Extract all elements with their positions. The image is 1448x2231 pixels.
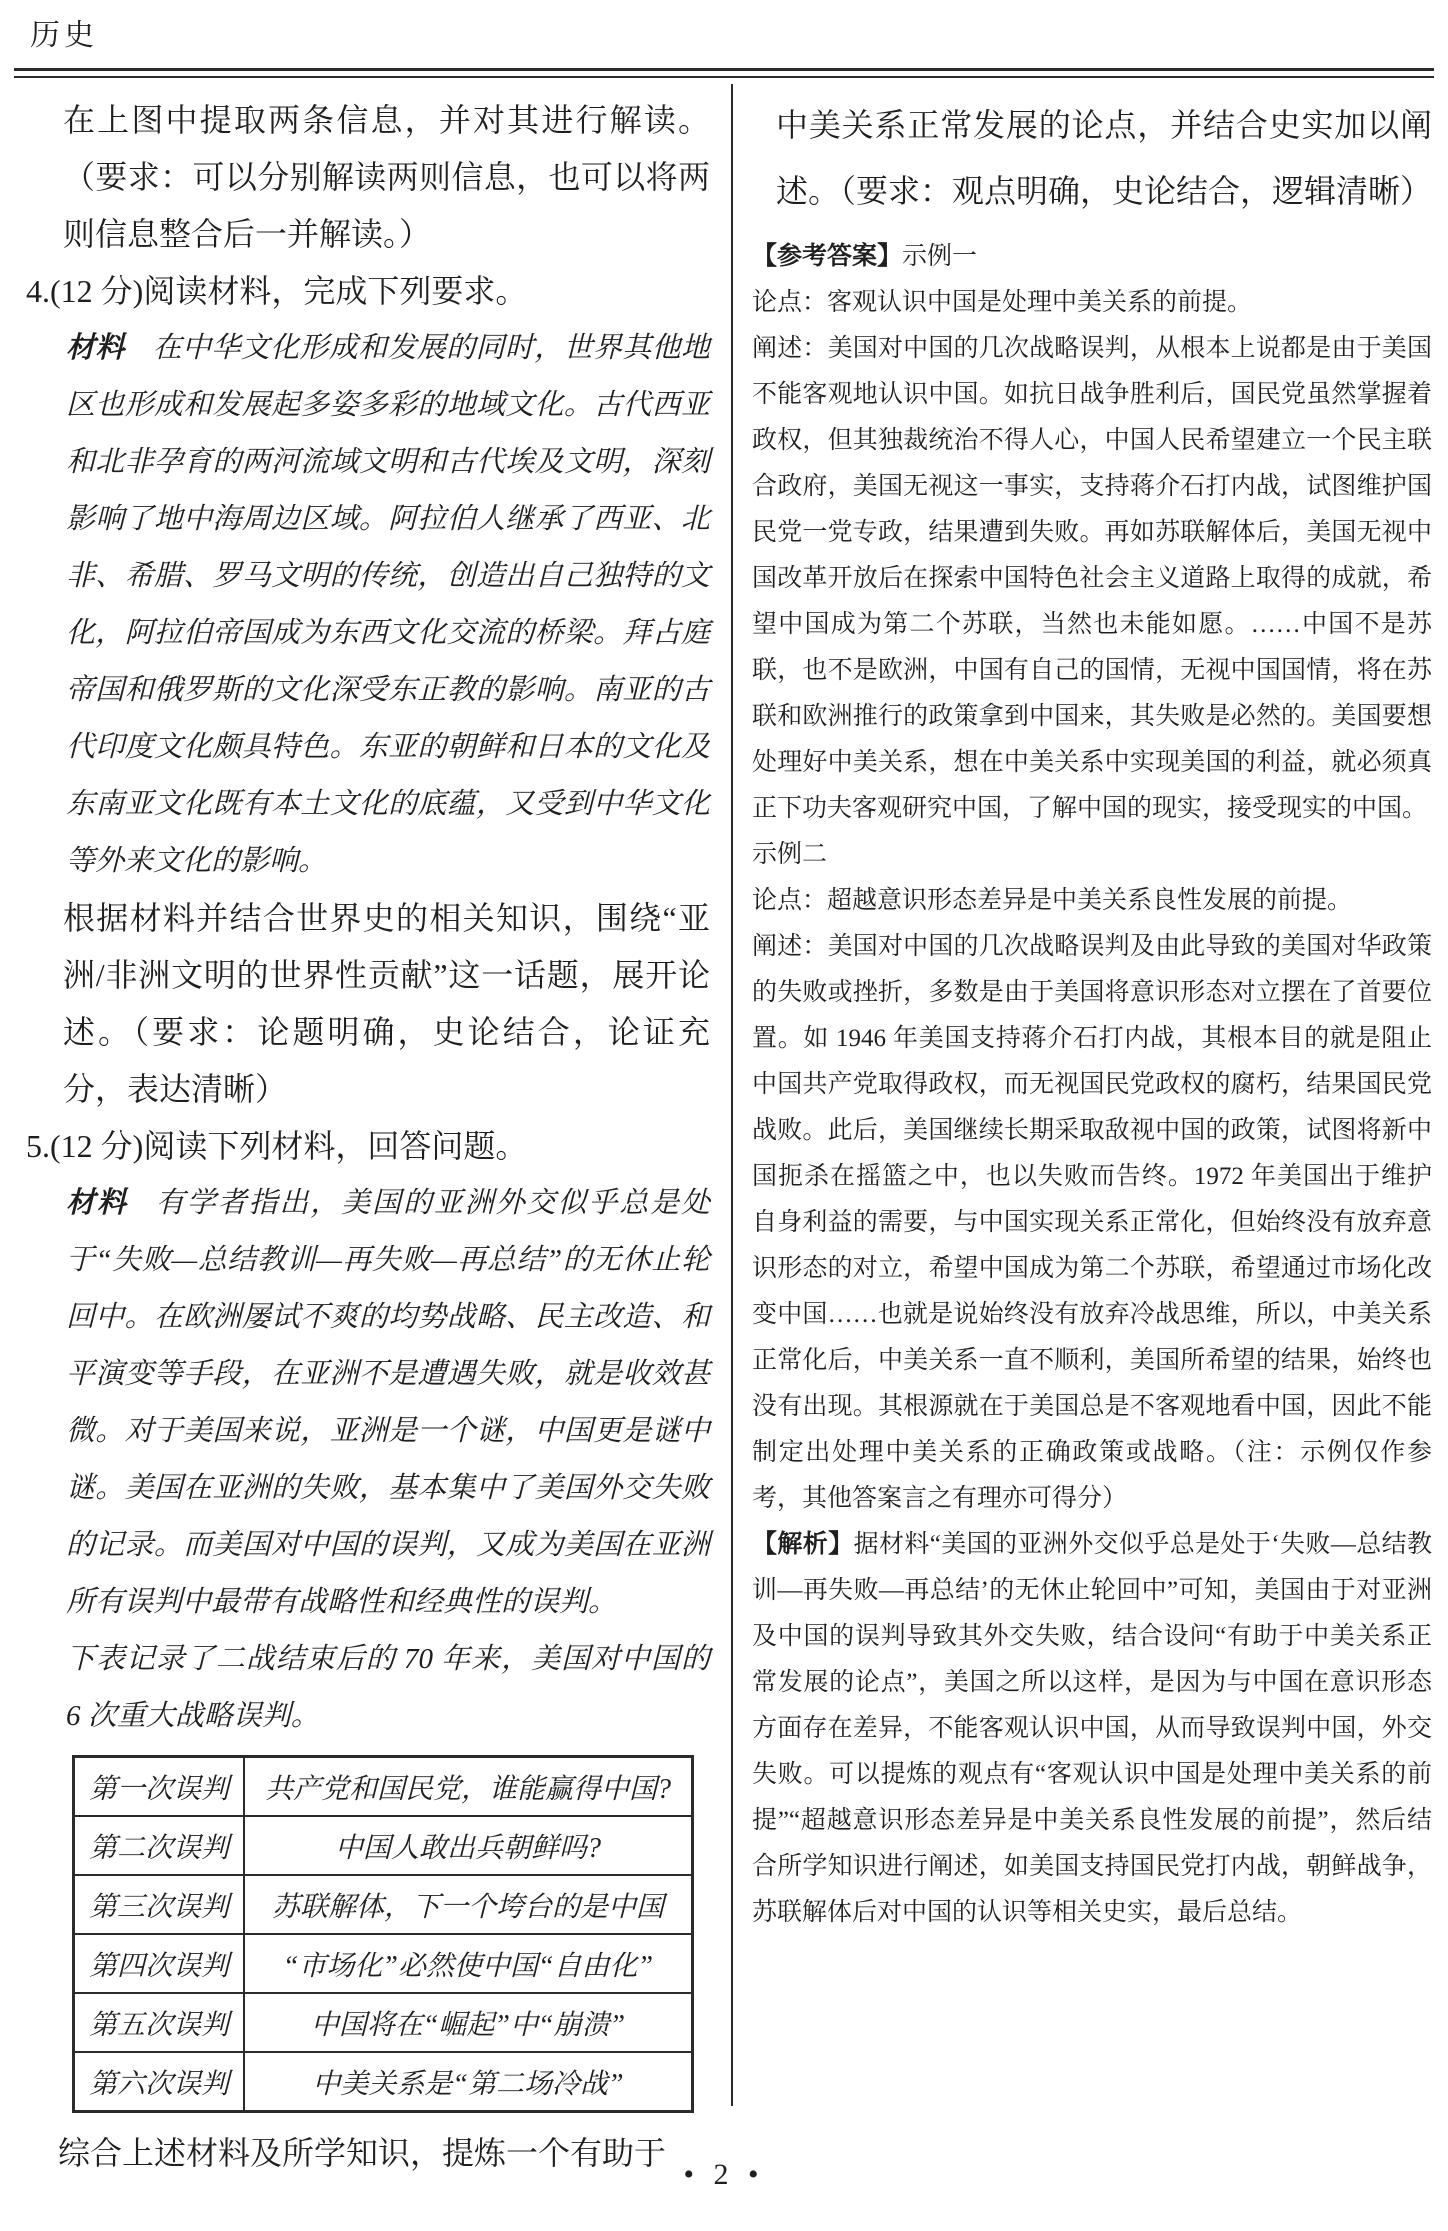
question-5-heading: 5.(12 分)阅读下列材料，回答问题。 [26,1128,528,1164]
material-label: 材料 [66,1187,128,1219]
table-row-label: 第五次误判 [74,1993,245,2052]
table-row [74,1993,693,2052]
table-row [74,2052,693,2112]
reference-answer-label: 【参考答案】 [752,243,903,270]
table-row-label: 第六次误判 [74,2052,245,2112]
material-text: 有学者指出，美国的亚洲外交似乎总是处于“失败—总结教训—再失败—再总结”的无休止轮回中。在欧洲屡试不爽的均势战略、民主改造、和平演变等手段，在亚洲不是遭遇失败，就是收效甚微。对于美国来说，亚洲是一个谜，中国更是谜中谜。美国在亚洲的失败，基本集中了美国外交失败的记录。而美国对中国的误判，又成为美国在亚洲所有误判中最带有战略性和经典性的误判。 [66,1187,710,1618]
table-row [74,1875,693,1934]
question-5-material [66,1175,710,1631]
left-column [26,92,710,2182]
question-4-material [66,320,710,890]
question-4-heading: 4.(12 分)阅读材料，完成下列要求。 [26,273,528,309]
table-row-content: 苏联解体，下一个垮台的是中国 [244,1875,693,1934]
header-double-rule [14,68,1434,78]
right-column [752,92,1432,1936]
question-5-task-continuation: 中美关系正常发展的论点，并结合史实加以阐述。（要求：观点明确，史论结合，逻辑清晰） [776,107,1433,209]
material-label: 材料 [66,332,125,364]
example2-title: 示例二 [752,841,828,868]
table-row [74,1757,693,1817]
example1-elaboration: 阐述：美国对中国的几次战略误判，从根本上说都是由于美国不能客观地认识中国。如抗日战争胜利后，国民党虽然掌握着政权，但其独裁统治不得人心，中国人民希望建立一个民主联合政府，美国无视这一事实，支持蒋介石打内战，试图维护国民党一党专政，结果遭到失败。再如苏联解体后，美国无视中国改革开放后在探索中国特色社会主义道路上取得的成就，希望中国成为第二个苏联，当然也未能如愿。……中国不是苏联，也不是欧洲，中国有自己的国情，无视中国国情，将在苏联和欧洲推行的政策拿到中国来，其失败是必然的。美国要想处理好中美关系，想在中美关系中实现美国的利益，就必须真正下功夫客观研究中国，了解中国的现实，接受现实的中国。 [752,335,1432,822]
page-header-title: 历史 [30,19,98,52]
table-row-content: 中国将在“崛起”中“崩溃” [244,1993,693,2052]
question-4-task: 根据材料并结合世界史的相关知识，围绕“亚洲/非洲文明的世界性贡献”这一话题，展开论述。（要求：论题明确，史论结合，论证充分，表达清晰） [63,900,710,1107]
table-row-content: 共产党和国民党，谁能赢得中国? [244,1757,693,1817]
table-row-content: 中美关系是“第二场冷战” [244,2052,693,2112]
table-row-content: 中国人敢出兵朝鲜吗? [244,1816,693,1875]
example2-elaboration: 阐述：美国对中国的几次战略误判及由此导致的美国对华政策的失败或挫折，多数是由于美国将意识形态对立摆在了首要位置。如 1946 年美国支持蒋介石打内战，其根本目的就是阻止中国共产党取得政权，而无视国民党政权的腐朽，结果国民党战败。此后，美国继续长期采取敌视中国的政策，试图将新中国扼杀在摇篮之中，也以失败而告终。1972 年美国出于维护自身利益的需要，与中国实现关系正常化，但始终没有放弃意识形态的对立，希望中国成为第二个苏联，希望通过市场化改变中国……也就是说始终没有放弃冷战思维，所以，中美关系正常化后，中美关系一直不顺利，美国所希望的结果，始终也没有出现。其根源就在于美国总是不客观地看中国，因此不能制定出处理中美关系的正确政策或战略。（注：示例仅作参考，其他答案言之有理亦可得分） [752,933,1432,1512]
table-row-label: 第一次误判 [74,1757,245,1817]
table-row-label: 第二次误判 [74,1816,245,1875]
table-row [74,1816,693,1875]
column-divider [731,84,733,2106]
example2-point: 论点：超越意识形态差异是中美关系良性发展的前提。 [752,887,1353,914]
example1-point: 论点：客观认识中国是处理中美关系的前提。 [752,289,1253,316]
table-row-label: 第四次误判 [74,1934,245,1993]
analysis-text: 据材料“美国的亚洲外交似乎总是处于‘失败—总结教训—再失败—再总结’的无休止轮回中”可知，美国由于对亚洲及中国的误判导致其外交失败，结合设问“有助于中美关系正常发展的论点”，美国之所以这样，是因为与中国在意识形态方面存在差异，不能客观认识中国，从而导致误判中国，外交失败。可以提炼的观点有“客观认识中国是处理中美关系的前提”“超越意识形态差异是中美关系良性发展的前提”，然后结合所学知识进行阐述，如美国支持国民党打内战，朝鲜战争，苏联解体后对中国的认识等相关史实，最后总结。 [752,1531,1432,1926]
example1-title: 示例一 [902,243,978,270]
page-number-text: • 2 • [683,2158,765,2191]
intro-paragraph: 在上图中提取两条信息，并对其进行解读。（要求：可以分别解读两则信息，也可以将两则信息整合后一并解读。） [63,102,710,252]
material-text: 在中华文化形成和发展的同时，世界其他地区也形成和发展起多姿多彩的地域文化。古代西亚和北非孕育的两河流域文明和古代埃及文明，深刻影响了地中海周边区域。阿拉伯人继承了西亚、北非、希腊、罗马文明的传统，创造出自己独特的文化，阿拉伯帝国成为东西文化交流的桥梁。拜占庭帝国和俄罗斯的文化深受东正教的影响。南亚的古代印度文化颇具特色。东亚的朝鲜和日本的文化及东南亚文化既有本土文化的底蕴，又受到中华文化等外来文化的影响。 [66,332,710,877]
table-row-label: 第三次误判 [74,1875,245,1934]
analysis-label: 【解析】 [752,1531,854,1558]
analysis-paragraph [752,1522,1432,1936]
reference-answer-heading [752,234,1432,280]
page-number [0,2158,1448,2192]
question-5-task-start: 综合上述材料及所学知识，提炼一个有助于 [58,2135,667,2171]
table-row-content: “市场化”必然使中国“自由化” [244,1934,693,1993]
table-row [74,1934,693,1993]
misjudgment-table [72,1755,694,2113]
question-5-table-intro: 下表记录了二战结束后的 70 年来，美国对中国的 6 次重大战略误判。 [66,1643,710,1732]
